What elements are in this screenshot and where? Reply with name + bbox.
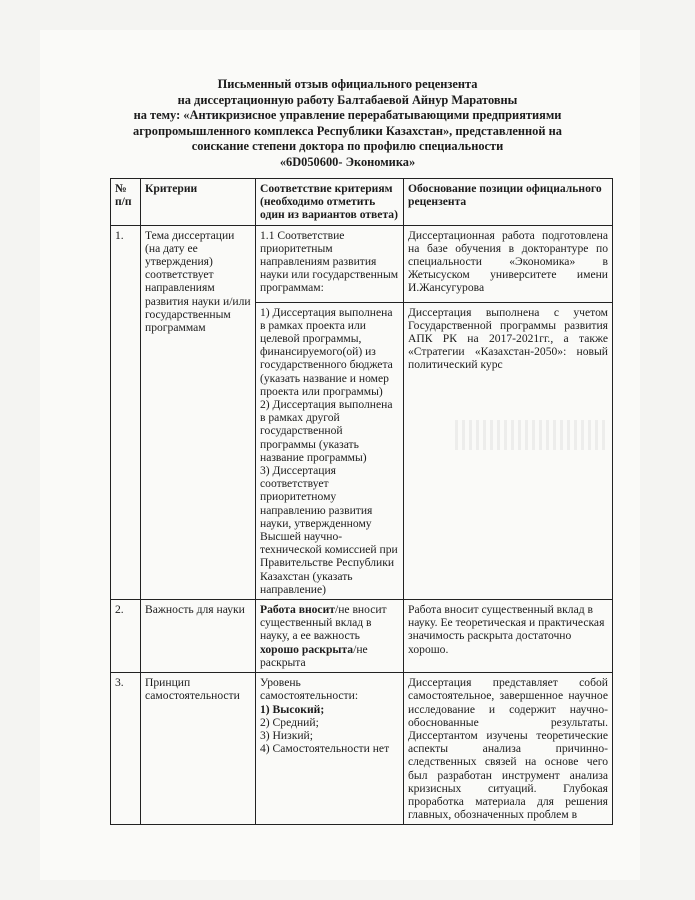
level-option-low: 3) Низкий; bbox=[260, 728, 313, 742]
row1-compliance-a: 1.1 Соответствие приоритетным направлениям развития науки или государственным программам: bbox=[256, 225, 404, 302]
level-option-high: 1) Высокий; bbox=[260, 702, 325, 716]
header-justification: Обоснование позиции официального рецензента bbox=[404, 179, 613, 226]
table-row bbox=[111, 600, 613, 673]
level-option-medium: 2) Средний; bbox=[260, 715, 319, 729]
row3-num: 3. bbox=[111, 673, 141, 825]
header-num: № п/п bbox=[111, 179, 141, 226]
selected-option: Работа вносит bbox=[260, 603, 335, 617]
option-text: /не раскрыта bbox=[260, 642, 368, 669]
row1-justification-a: Диссертационная работа подготовлена на базе обучения в докторантуре по специальности «Экономика» в Жетысуском университете имени И.Жансугурова bbox=[404, 225, 613, 302]
header-compliance: Соответствие критериям (необходимо отметить один из вариантов ответа) bbox=[256, 179, 404, 226]
level-option-none: 4) Самостоятельности нет bbox=[260, 742, 390, 756]
header-line-1: Письменный отзыв официального рецензента bbox=[217, 77, 478, 91]
review-header bbox=[100, 77, 595, 171]
table-row bbox=[111, 225, 613, 302]
compliance-option-2: 2) Диссертация выполнена в рамках другой государственной программы (указать название программы) bbox=[260, 398, 393, 464]
row3-justification: Диссертация представляет собой самостоятельное, завершенное научное исследование и содержит научно-обоснованные результаты. Диссертантом изучены теоретические аспекты анализа причинно-следственных связей на основе чего был разработан инструмент анализа кризисных ситуаций. Глубокая проработка материала для решения главных, обозначенных проблем в bbox=[404, 673, 613, 825]
header-line-6: «6D050600- Экономика» bbox=[279, 154, 416, 169]
compliance-option-1: 1) Диссертация выполнена в рамках проекта или целевой программы, финансируемого(ой) из государственного бюджета (указать название и номер проекта или программы) bbox=[260, 305, 393, 398]
table-header-row bbox=[111, 179, 613, 226]
header-line-4: агропромышленного комплекса Республики Казахстан», представленной на bbox=[133, 123, 562, 138]
level-title: Уровень самостоятельности: bbox=[260, 676, 359, 703]
table-row bbox=[111, 673, 613, 825]
row3-criterion: Принцип самостоятельности bbox=[141, 673, 256, 825]
header-line-3: на тему: «Антикризисное управление перерабатывающими предприятиями bbox=[133, 108, 562, 123]
compliance-option-3: 3) Диссертация соответствует приоритетному направлению развития науки, утвержденному Высшей научно-технической комиссией при Правительстве Республики Казахстан (указать направление) bbox=[260, 464, 398, 596]
row1-justification-b: Диссертация выполнена с учетом Государственной программы развития АПК РК на 2017-2021гг., а также «Стратегии «Казахстан-2050»: новый политический курс bbox=[404, 302, 613, 599]
review-table bbox=[110, 178, 613, 825]
header-line-2: на диссертационную работу Балтабаевой Айнур Маратовны bbox=[177, 92, 518, 107]
row2-compliance bbox=[256, 600, 404, 673]
option-text: /не вносит существенный вклад в науку, а ее важность bbox=[260, 603, 387, 643]
selected-option: хорошо раскрыта bbox=[260, 642, 354, 656]
header-line-5: соискание степени доктора по профилю специальности bbox=[191, 139, 504, 154]
row1-num: 1. bbox=[111, 225, 141, 599]
row3-compliance bbox=[256, 673, 404, 825]
row2-criterion: Важность для науки bbox=[141, 600, 256, 673]
row2-justification: Работа вносит существенный вклад в науку. Ее теоретическая и практическая значимость раскрыта достаточно хорошо. bbox=[404, 600, 613, 673]
header-criteria: Критерии bbox=[141, 179, 256, 226]
row1-criterion: Тема диссертации (на дату ее утверждения) соответствует направлениям развития науки и/или государственным программам bbox=[141, 225, 256, 599]
row2-num: 2. bbox=[111, 600, 141, 673]
row1-compliance-b bbox=[256, 302, 404, 599]
